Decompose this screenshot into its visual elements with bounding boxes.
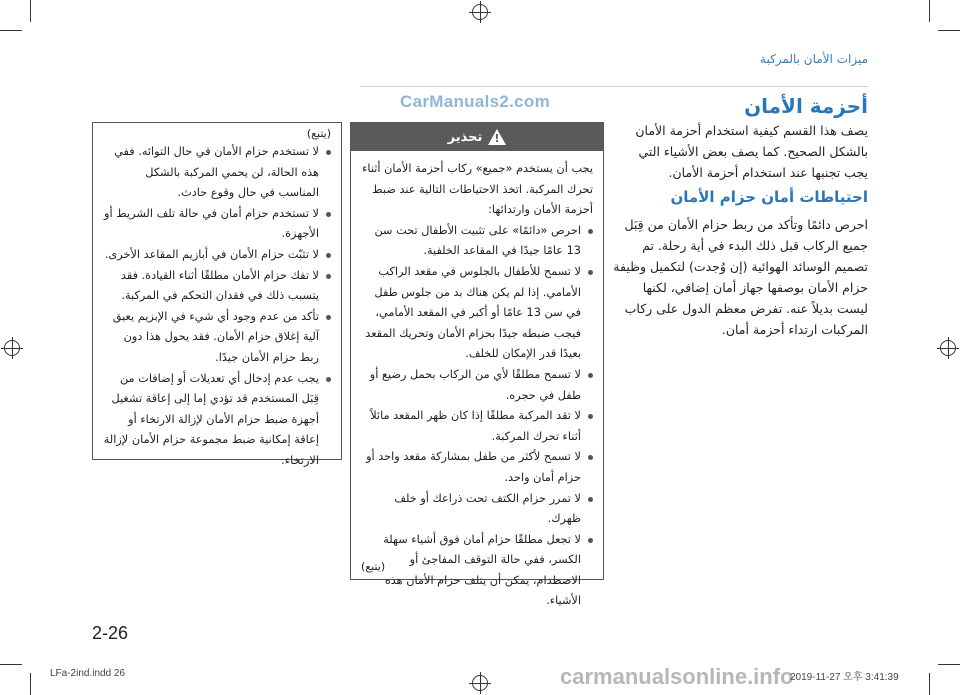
- registration-mark-icon: [940, 340, 956, 356]
- crop-mark: [929, 0, 930, 22]
- list-item: لا تمرر حزام الكتف تحت ذراعك أو خلف ظهرك.: [361, 489, 593, 530]
- continued-label: (يتبع): [361, 560, 386, 573]
- warning-label: تحذير: [447, 129, 483, 145]
- list-item: لا تجعل مطلقًا حزام أمان فوق أشياء سهلة الكسر، ففي حالة التوقف المفاجئ أو الاصطدام، يمكن أن يتلف حزام الأمان هذه الأشياء.: [361, 530, 593, 612]
- list-item: لا تقد المركبة مطلقًا إذا كان ظهر المقعد مائلاً أثناء تحرك المركبة.: [361, 406, 593, 447]
- continuation-head: (يتبع): [306, 127, 331, 140]
- list-item: لا تستخدم حزام أمان في حالة تلف الشريط أو الأجهزة.: [103, 204, 331, 245]
- warning-intro: يجب أن يستخدم «جميع» ركاب أحزمة الأمان أثناء تحرك المركبة. اتخذ الاحتياطات التالية عند ضبط أحزمة الأمان وارتدائها:: [362, 162, 593, 217]
- continuation-box: [92, 122, 342, 467]
- section-title: أحزمة الأمان: [744, 94, 868, 118]
- crop-mark: [30, 0, 31, 22]
- list-item: احرص «دائمًا» على تثبيت الأطفال تحت سن 13 عامًا جيدًا في المقاعد الخلفية.: [361, 221, 593, 262]
- warning-header: [351, 123, 603, 151]
- list-item: يجب عدم إدخال أي تعديلات أو إضافات من قِبَل المستخدم قد تؤدي إما إلى إعاقة تشغيل أجهزة ضبط حزام الأمان لإزالة الارتخاء أو إعاقة إمكانية ضبط مجموعة حزام الأمان لإزالة الارتخاء.: [103, 369, 331, 472]
- crop-mark: [938, 664, 960, 665]
- timestamp: 2019-11-27 오후 3:41:39: [790, 672, 899, 683]
- watermark: CarManuals2.com: [400, 92, 550, 111]
- list-item: لا تسمح للأطفال بالجلوس في مقعد الراكب الأمامي. إذا لم يكن هناك بد من جلوس طفل في سن 13 عامًا أو أكبر في المقعد الأمامي، فيجب ضبطه جيدًا بحزام الأمان وتحريك المقعد بعيدًا قدر الإمكان للخلف.: [361, 262, 593, 365]
- registration-mark-icon: [4, 340, 20, 356]
- list-item: لا تثبّت حزام الأمان في أبازيم المقاعد الأخرى.: [103, 245, 331, 266]
- list-item: تأكد من عدم وجود أي شيء في الإبزيم يعيق آلية إغلاق حزام الأمان. فقد يحول هذا دون ربط حزام الأمان جيدًا.: [103, 307, 331, 369]
- subsection-title: احتياطات أمان حزام الأمان: [670, 188, 868, 206]
- list-item: لا تستخدم حزام الأمان في حال التوائه. ففي هذه الحالة، لن يحمي المركبة بالشكل المناسب في حال وقوع حادث.: [103, 142, 331, 204]
- continuation-list: [103, 142, 331, 472]
- footer-watermark: carmanualsonline.info: [560, 664, 794, 689]
- file-label: LFa-2ind.indd 26: [50, 668, 126, 679]
- list-item: لا تسمح مطلقًا لأي من الركاب بحمل رضيع أو طفل في حجره.: [361, 365, 593, 406]
- list-item: لا تسمح لأكثر من طفل بمشاركة مقعد واحد أو حزام أمان واحد.: [361, 447, 593, 488]
- crop-mark: [0, 30, 22, 31]
- warning-triangle-icon: !: [488, 129, 506, 145]
- crop-mark: [929, 673, 930, 695]
- registration-mark-icon: [472, 675, 488, 691]
- section-intro: يصف هذا القسم كيفية استخدام أحزمة الأمان بالشكل الصحيح. كما يصف بعض الأشياء التي يجب تجنبها عند استخدام أحزمة الأمان.: [635, 123, 868, 180]
- running-title: ميزات الأمان بالمركبة: [760, 52, 868, 66]
- warning-list: [361, 221, 593, 612]
- crop-mark: [0, 664, 22, 665]
- list-item: لا تفك حزام الأمان مطلقًا أثناء القيادة. فقد يتسبب ذلك في فقدان التحكم في المركبة.: [103, 266, 331, 307]
- page-number: 2-26: [92, 623, 129, 643]
- warning-box: [350, 122, 604, 608]
- header-divider: [360, 86, 868, 87]
- crop-mark: [30, 673, 31, 695]
- registration-mark-icon: [472, 4, 488, 20]
- crop-mark: [938, 30, 960, 31]
- subsection-body: احرص دائمًا وتأكد من ربط حزام الأمان من قِبَل جميع الركاب قبل ذلك البدء في أية رحلة. تم تصميم الوسائد الهوائية (إن وُجدت) لتكميل وظيفة حزام الأمان بوصفها جهاز أمان إضافي، لكنها ليست بديلاً عنه. تفرض معظم الدول على ركاب المركبات ارتداء أحزمة أمان.: [613, 217, 868, 337]
